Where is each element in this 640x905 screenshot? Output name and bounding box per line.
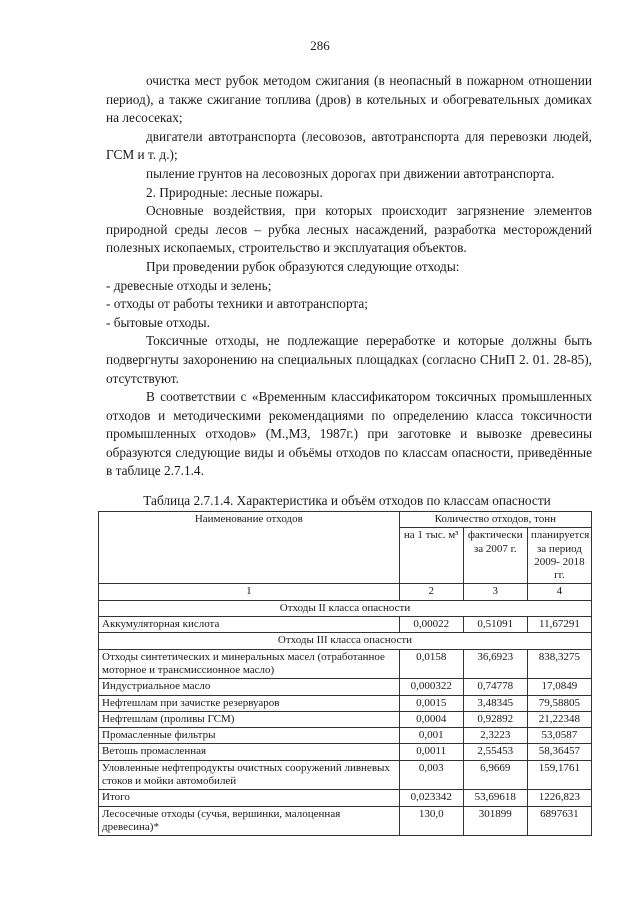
paragraph: очистка мест рубок методом сжигания (в неопасный в пожарном отношении период), а также сжигание топлива (дров) в котельных и обогревательных домиках на лесосеках; — [106, 73, 592, 126]
cell-name: Нефтешлам (проливы ГСМ) — [99, 711, 400, 727]
cell-actual: 53,69618 — [463, 790, 527, 806]
header-quantity: Количество отходов, тонн — [399, 512, 591, 528]
cell-name: Отходы синтетических и минеральных масел (отработанное моторное и трансмиссионное масло) — [99, 649, 400, 679]
table-row — [99, 760, 592, 790]
cell-planned: 1226,823 — [527, 790, 591, 806]
cell-planned: 159,1761 — [527, 760, 591, 790]
cell-planned: 58,36457 — [527, 744, 591, 760]
table-row — [99, 679, 592, 695]
cell-per-unit: 0,0158 — [399, 649, 463, 679]
table-row — [99, 744, 592, 760]
column-number: 1 — [99, 584, 400, 600]
paragraph: При проведении рубок образуются следующие отходы: — [146, 258, 460, 274]
cell-per-unit: 0,00022 — [399, 617, 463, 633]
table-row — [99, 649, 592, 679]
cell-actual: 36,6923 — [463, 649, 527, 679]
cell-actual: 2,3223 — [463, 728, 527, 744]
table-row — [99, 728, 592, 744]
list-item: - древесные отходы и зелень; — [106, 277, 272, 293]
cell-per-unit: 0,0011 — [399, 744, 463, 760]
cell-per-unit: 0,001 — [399, 728, 463, 744]
cell-actual: 6,9669 — [463, 760, 527, 790]
cell-actual: 3,48345 — [463, 695, 527, 711]
cell-planned: 53,0587 — [527, 728, 591, 744]
paragraph: пыление грунтов на лесовозных дорогах при движении автотранспорта. — [146, 165, 555, 181]
cell-name: Итого — [99, 790, 400, 806]
cell-actual: 2,55453 — [463, 744, 527, 760]
cell-planned: 838,3275 — [527, 649, 591, 679]
page-number: 286 — [310, 38, 330, 53]
paragraph: Основные воздействия, при которых происходит загрязнение элементов природной среды лесов – рубка лесных насаждений, разработка месторождений полезных ископаемых, строительство и эксплуатация объектов. — [106, 203, 592, 256]
cell-actual: 301899 — [463, 806, 527, 836]
paragraph: В соответствии с «Временным классификатором токсичных промышленных отходов и методическими рекомендациями по определению класса токсичности промышленных отходов» (М.,МЗ, 1987г.) при заготовке и вывозке древесины образуются следующие виды и объёмы отходов по классам опасности, приведённые в таблице 2.7.1.4. — [106, 389, 592, 479]
table-row — [99, 695, 592, 711]
section-header: Отходы II класса опасности — [99, 600, 592, 616]
cell-per-unit: 0,003 — [399, 760, 463, 790]
column-number-row — [99, 584, 592, 600]
header-planned: планируется за период 2009- 2018 гг. — [527, 528, 591, 584]
cell-per-unit: 0,023342 — [399, 790, 463, 806]
cell-actual: 0,51091 — [463, 617, 527, 633]
cell-name: Индустриальное масло — [99, 679, 400, 695]
cell-actual: 0,92892 — [463, 711, 527, 727]
cell-actual: 0,74778 — [463, 679, 527, 695]
cell-planned: 6897631 — [527, 806, 591, 836]
list-item: - бытовые отходы. — [106, 314, 210, 330]
cell-name: Уловленные нефтепродукты очистных сооружений ливневых стоков и мойки автомобилей — [99, 760, 400, 790]
table-caption: Таблица 2.7.1.4. Характеристика и объём отходов по классам опасности — [143, 493, 551, 508]
cell-name: Ветошь промасленная — [99, 744, 400, 760]
paragraph: 2. Природные: лесные пожары. — [146, 184, 323, 200]
cell-name: Аккумуляторная кислота — [99, 617, 400, 633]
cell-planned: 11,67291 — [527, 617, 591, 633]
header-name: Наименование отходов — [99, 512, 400, 584]
table-row — [99, 790, 592, 806]
cell-name: Лесосечные отходы (сучья, вершинки, малоценная древесина)* — [99, 806, 400, 836]
list-item: - отходы от работы техники и автотранспорта; — [106, 296, 368, 312]
table-row — [99, 617, 592, 633]
table-row — [99, 806, 592, 836]
cell-per-unit: 0,0004 — [399, 711, 463, 727]
cell-planned: 21,22348 — [527, 711, 591, 727]
table-row — [99, 711, 592, 727]
column-number: 2 — [399, 584, 463, 600]
cell-name: Промасленные фильтры — [99, 728, 400, 744]
cell-name: Нефтешлам при зачистке резервуаров — [99, 695, 400, 711]
cell-per-unit: 0,000322 — [399, 679, 463, 695]
cell-per-unit: 130,0 — [399, 806, 463, 836]
paragraph: Токсичные отходы, не подлежащие переработке и которые должны быть подвергнуты захоронению на специальных площадках (согласно СНиП 2. 01. 28-85), отсутствуют. — [106, 333, 592, 386]
cell-per-unit: 0,0015 — [399, 695, 463, 711]
section-header: Отходы III класса опасности — [99, 633, 592, 649]
header-per-unit: на 1 тыс. м³ — [399, 528, 463, 584]
body-text — [106, 72, 592, 481]
cell-planned: 17,0849 — [527, 679, 591, 695]
waste-table — [98, 511, 592, 836]
paragraph: двигатели автотранспорта (лесовозов, автотранспорта для перевозки людей, ГСМ и т. д.); — [106, 128, 592, 163]
header-actual: фактически за 2007 г. — [463, 528, 527, 584]
column-number: 3 — [463, 584, 527, 600]
column-number: 4 — [527, 584, 591, 600]
cell-planned: 79,58805 — [527, 695, 591, 711]
